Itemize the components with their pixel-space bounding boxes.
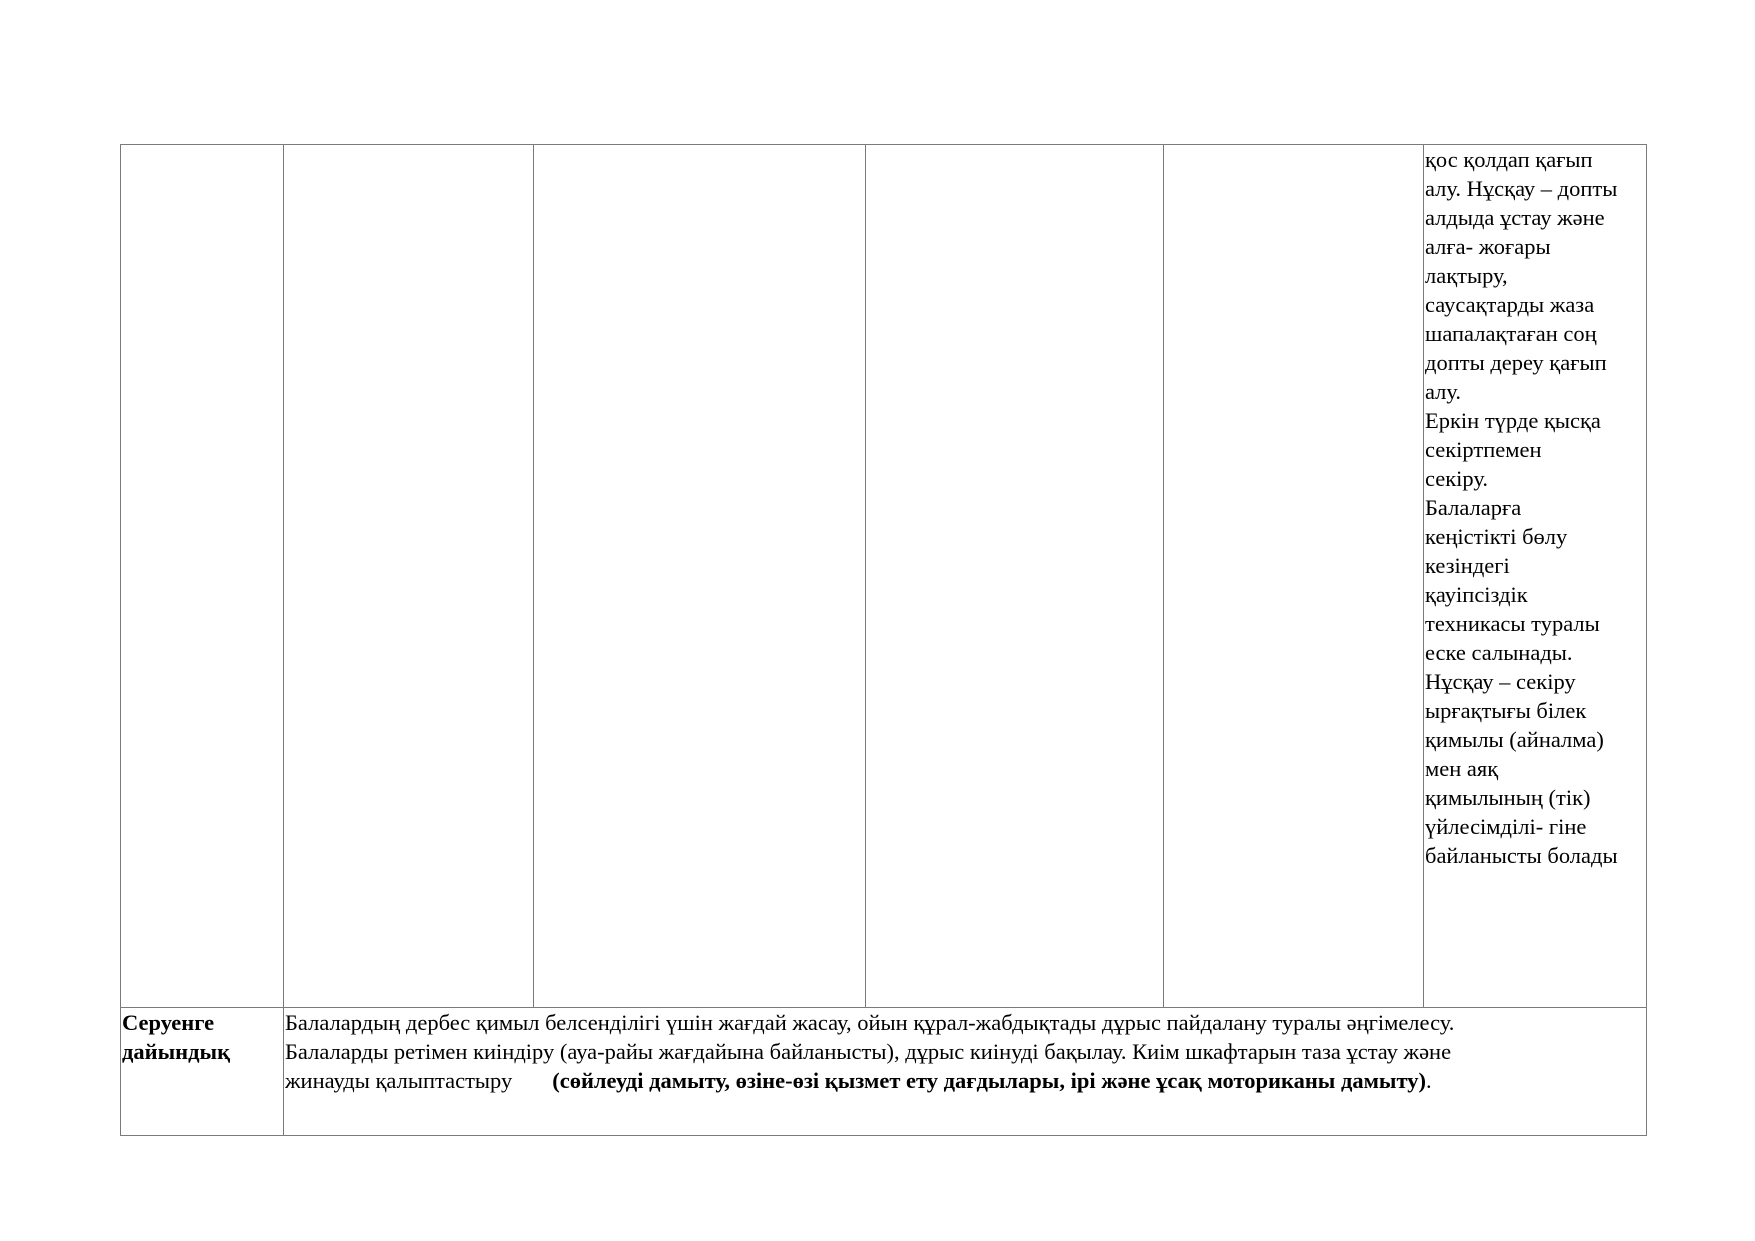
text-line: қимылы (айналма)	[1425, 727, 1604, 752]
row-label-walk-preparation	[121, 1008, 284, 1136]
text-line: допты дереу қағып	[1425, 350, 1607, 375]
text-line: қауіпсіздік	[1425, 582, 1528, 607]
text-period: .	[1426, 1068, 1432, 1093]
text-line: қос қолдап қағып	[1425, 147, 1593, 172]
table-cell-empty	[534, 145, 866, 1008]
text-line: алға- жоғары	[1425, 234, 1551, 259]
text-line: Нұсқау – секіру	[1425, 669, 1576, 694]
text-line: қимылының (тік)	[1425, 785, 1591, 810]
label-line: Серуенге	[122, 1010, 215, 1035]
table-cell-empty	[121, 145, 284, 1008]
text-line: кеңістікті бөлу	[1425, 524, 1568, 549]
text-line: Еркін түрде қысқа	[1425, 408, 1601, 433]
label-line: дайындық	[122, 1039, 231, 1064]
text-line: үйлесімділі- гіне	[1425, 814, 1587, 839]
text-line: Балаларға	[1425, 495, 1522, 520]
text-line: мен аяқ	[1425, 756, 1499, 781]
text-line: еске салынады.	[1425, 640, 1573, 665]
plan-table	[120, 144, 1647, 1136]
text-line: секіртпемен	[1425, 437, 1542, 462]
text-normal: жинауды қалыптастыру	[285, 1068, 513, 1093]
table-cell-exercise-text	[1424, 145, 1647, 1008]
text-bold-skills: (сөйлеуді дамыту, өзіне-өзі қызмет ету дағдылары, ірі және ұсақ моториканы дамыту)	[552, 1068, 1426, 1093]
table-row-exercises	[121, 145, 1647, 1008]
text-line: алу.	[1425, 379, 1462, 404]
text-line: ырғақтығы білек	[1425, 698, 1587, 723]
text-line: техникасы туралы	[1425, 611, 1600, 636]
text-line: алу. Нұсқау – допты	[1425, 176, 1618, 201]
text-line	[285, 1066, 1645, 1095]
table-row-walk-preparation	[121, 1008, 1647, 1136]
text-line: Балалардың дербес қимыл белсенділігі үшін жағдай жасау, ойын құрал-жабдықтады дұрыс пайдалану туралы әңгімелесу.	[285, 1010, 1455, 1035]
text-line: шапалақтаған соң	[1425, 321, 1597, 346]
table-cell-empty	[1164, 145, 1424, 1008]
text-line: байланысты болады	[1425, 843, 1618, 868]
text-line: секіру.	[1425, 466, 1489, 491]
text-line: лақтыру,	[1425, 263, 1508, 288]
walk-preparation-description	[284, 1008, 1647, 1136]
table-cell-empty	[284, 145, 534, 1008]
text-line: кезіндегі	[1425, 553, 1510, 578]
text-line: саусақтарды жаза	[1425, 292, 1595, 317]
text-line: Балаларды ретімен киіндіру (ауа-райы жағдайына байланысты), дұрыс киінуді бақылау. Киім шкафтарын таза ұстау және	[285, 1039, 1452, 1064]
table-cell-empty	[866, 145, 1164, 1008]
text-line: алдыда ұстау және	[1425, 205, 1605, 230]
